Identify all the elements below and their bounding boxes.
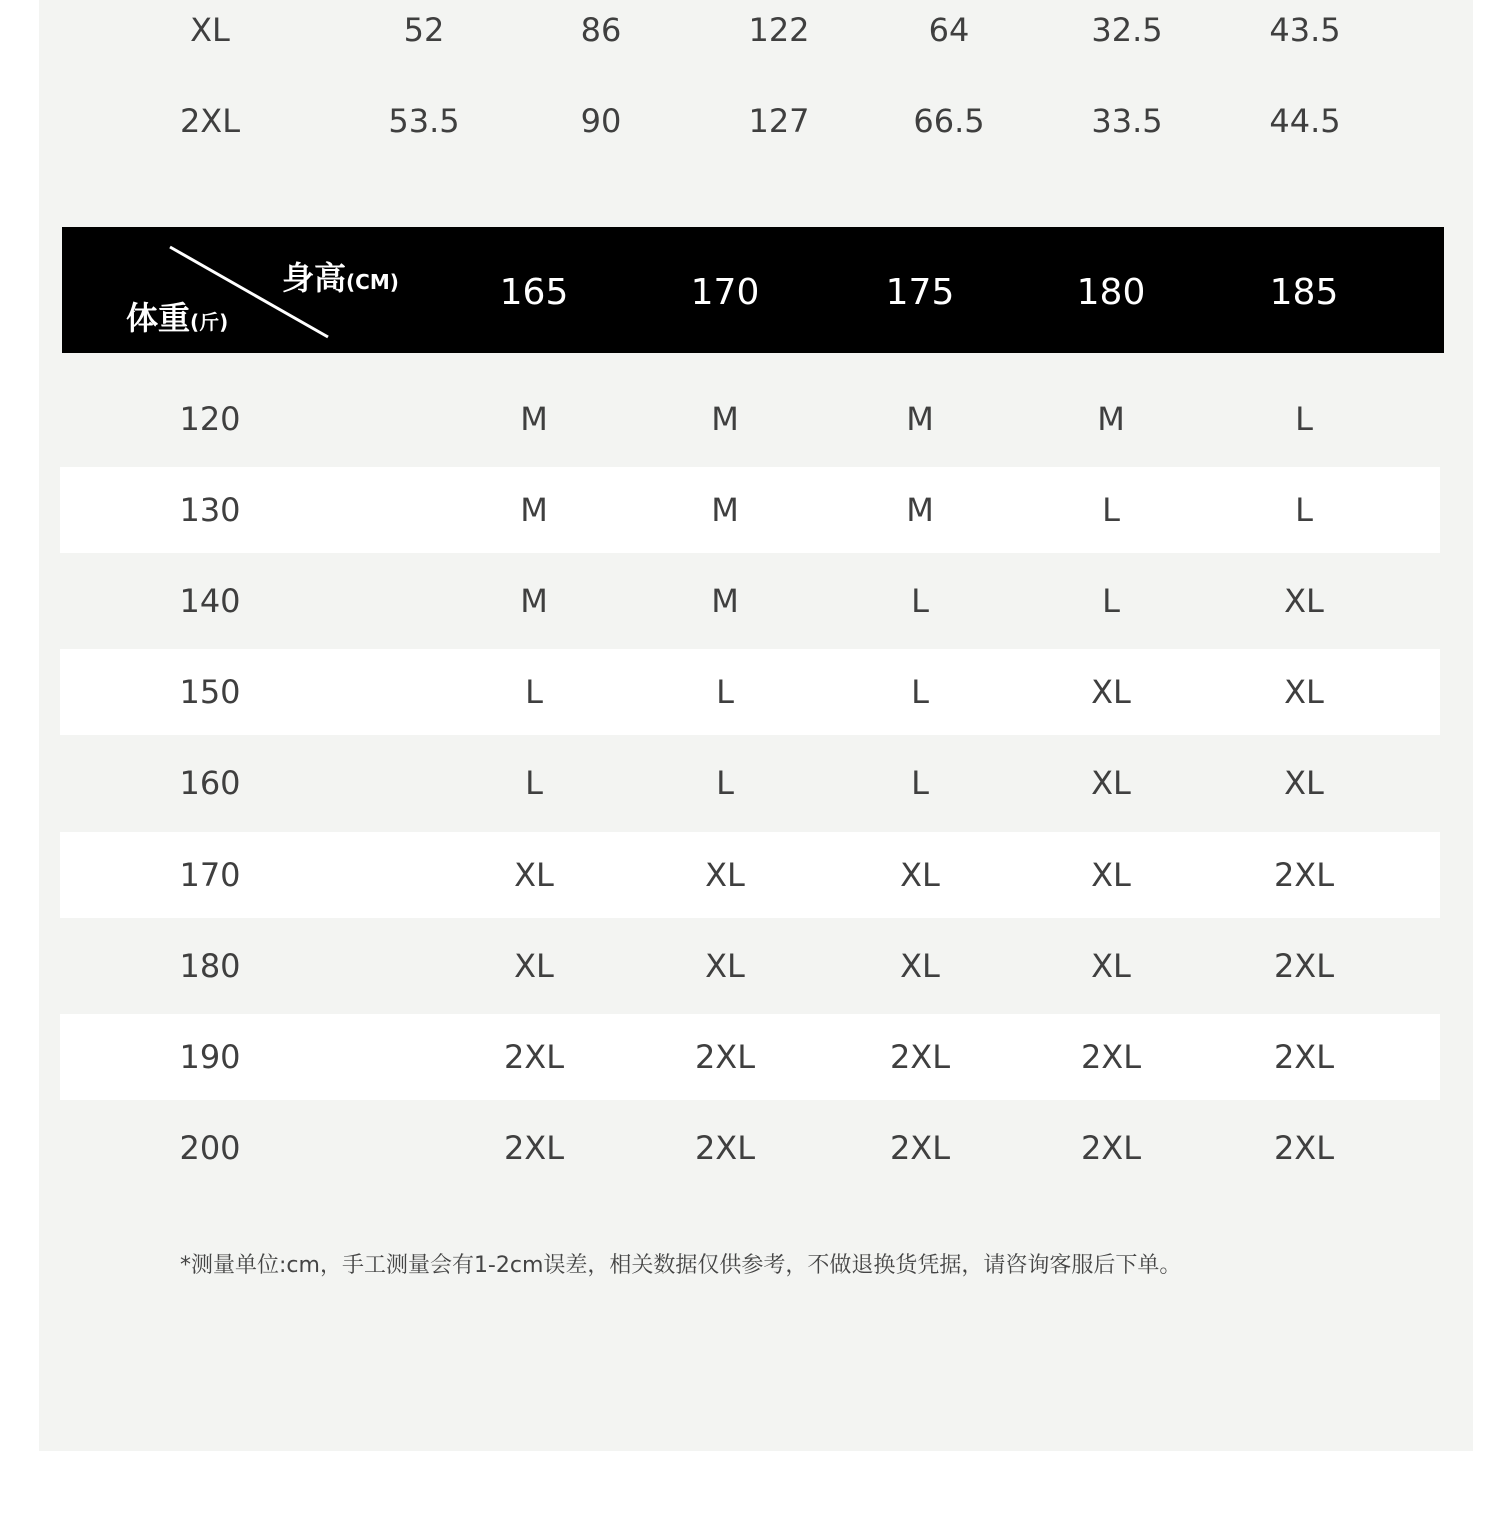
size-cell: 2XL: [694, 1129, 756, 1167]
size-cell: XL: [1091, 764, 1131, 802]
spec-value: 90: [580, 102, 622, 140]
height-column-header: 185: [1269, 272, 1339, 313]
size-cell: L: [1102, 491, 1120, 529]
size-cell: 2XL: [503, 1038, 565, 1076]
size-cell: XL: [900, 947, 940, 985]
height-column-header: 175: [885, 272, 955, 313]
height-unit: (CM): [346, 270, 399, 294]
height-axis-label: [282, 253, 399, 299]
size-cell: 2XL: [1273, 1038, 1335, 1076]
size-cell: XL: [1091, 856, 1131, 894]
size-cell: L: [525, 764, 543, 802]
weight-cell: 180: [179, 947, 241, 985]
height-column-header: 180: [1076, 272, 1146, 313]
height-label: 身高: [282, 259, 347, 297]
size-cell: 2XL: [1273, 1129, 1335, 1167]
size-cell: XL: [514, 947, 554, 985]
size-cell: XL: [1284, 673, 1324, 711]
size-cell: XL: [705, 856, 745, 894]
size-chart-header: [62, 227, 1444, 353]
size-cell: M: [1097, 400, 1125, 438]
size-cell: XL: [514, 856, 554, 894]
size-cell: M: [906, 400, 934, 438]
table-row: [60, 467, 1440, 553]
table-row: [60, 558, 1440, 644]
size-cell: L: [1295, 400, 1313, 438]
size-cell: L: [1295, 491, 1313, 529]
spec-row-xl: [0, 10, 1500, 50]
size-cell: M: [906, 491, 934, 529]
weight-label: 体重: [126, 299, 191, 337]
table-row: [60, 649, 1440, 735]
table-row: [60, 1105, 1440, 1191]
size-cell: 2XL: [889, 1129, 951, 1167]
size-cell: 2XL: [1080, 1038, 1142, 1076]
weight-cell: 160: [179, 764, 241, 802]
size-cell: M: [520, 582, 548, 620]
size-cell: XL: [1091, 947, 1131, 985]
size-cell: XL: [705, 947, 745, 985]
size-cell: L: [911, 764, 929, 802]
size-cell: 2XL: [889, 1038, 951, 1076]
size-cell: L: [1102, 582, 1120, 620]
size-cell: XL: [1284, 582, 1324, 620]
size-cell: M: [520, 400, 548, 438]
size-cell: L: [716, 673, 734, 711]
size-cell: XL: [1091, 673, 1131, 711]
table-row: [60, 832, 1440, 918]
table-row: [60, 923, 1440, 1009]
size-cell: L: [525, 673, 543, 711]
height-column-header: 165: [499, 272, 569, 313]
spec-value: 33.5: [1091, 102, 1163, 140]
size-cell: XL: [1284, 764, 1324, 802]
spec-size-label: XL: [190, 11, 230, 49]
weight-cell: 130: [179, 491, 241, 529]
size-cell: 2XL: [1273, 947, 1335, 985]
table-row: [60, 1014, 1440, 1100]
weight-cell: 200: [179, 1129, 241, 1167]
spec-value: 52: [403, 11, 445, 49]
size-cell: L: [911, 582, 929, 620]
spec-size-label: 2XL: [179, 102, 241, 140]
size-cell: M: [711, 491, 739, 529]
weight-unit: (斤): [190, 310, 229, 334]
weight-cell: 140: [179, 582, 241, 620]
table-row: [60, 376, 1440, 462]
spec-value: 66.5: [913, 102, 985, 140]
spec-value: 44.5: [1269, 102, 1341, 140]
weight-cell: 190: [179, 1038, 241, 1076]
size-cell: M: [520, 491, 548, 529]
size-cell: M: [711, 400, 739, 438]
measurement-note: *测量单位:cm，手工测量会有1-2cm误差，相关数据仅供参考，不做退换货凭据，请咨询客服后下单。: [180, 1253, 1182, 1278]
size-cell: M: [711, 582, 739, 620]
size-cell: 2XL: [694, 1038, 756, 1076]
weight-cell: 170: [179, 856, 241, 894]
spec-value: 43.5: [1269, 11, 1341, 49]
size-cell: 2XL: [1080, 1129, 1142, 1167]
weight-axis-label: [126, 293, 228, 339]
spec-value: 122: [748, 11, 810, 49]
spec-value: 32.5: [1091, 11, 1163, 49]
weight-cell: 150: [179, 673, 241, 711]
size-cell: L: [716, 764, 734, 802]
size-cell: L: [911, 673, 929, 711]
size-cell: 2XL: [1273, 856, 1335, 894]
table-row: [60, 740, 1440, 826]
size-cell: XL: [900, 856, 940, 894]
spec-row-2xl: [0, 101, 1500, 141]
size-cell: 2XL: [503, 1129, 565, 1167]
weight-cell: 120: [179, 400, 241, 438]
spec-value: 53.5: [388, 102, 460, 140]
spec-value: 86: [580, 11, 622, 49]
spec-value: 127: [748, 102, 810, 140]
height-column-header: 170: [690, 272, 760, 313]
spec-value: 64: [928, 11, 970, 49]
